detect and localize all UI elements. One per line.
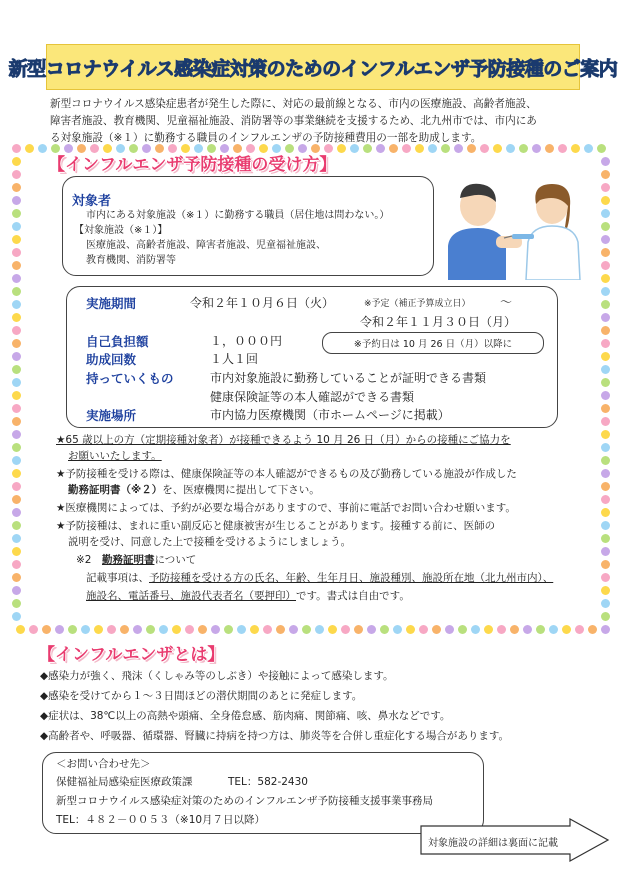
target-title: 対象者 — [72, 194, 112, 209]
frame-dot — [549, 625, 558, 634]
frame-dot — [12, 378, 21, 387]
count-value: １人１回 — [210, 352, 259, 366]
frame-dot — [519, 144, 528, 153]
note-line: 説明を受け、同意した上で接種を受けるようにしましょう。 — [68, 536, 352, 548]
frame-dot — [601, 599, 610, 608]
frame-dot — [467, 144, 476, 153]
frame-dot — [601, 404, 610, 413]
note-text: について — [154, 554, 197, 566]
frame-dot — [55, 625, 64, 634]
frame-dot — [545, 144, 554, 153]
period-start: 令和２年１０月６日（火） — [190, 296, 335, 310]
frame-dot — [597, 144, 606, 153]
contact-dept: 保健福祉局感染症医療政策課 — [56, 776, 193, 788]
frame-dot — [337, 144, 346, 153]
note-underlined: 施設名、電話番号、施設代表者名（要押印） — [86, 590, 296, 602]
note-line — [86, 588, 410, 605]
info-item: ◆高齢者や、呼吸器、循環器、腎臓に持病を持つ方は、肺炎等を合併し重症化する場合があります。 — [40, 730, 510, 742]
frame-dot — [601, 508, 610, 517]
frame-dot — [12, 235, 21, 244]
frame-dot — [12, 365, 21, 374]
frame-dot — [601, 456, 610, 465]
note-text: を、医療機関に提出して下さい。 — [162, 484, 320, 496]
note-line: ★予防接種は、まれに重い副反応と健康被害が生じることがあります。接種する前に、医師の — [56, 520, 496, 532]
place-value: 市内協力医療機関（市ホームページに掲載） — [210, 408, 450, 422]
frame-dot — [601, 482, 610, 491]
bring-label: 持っていくもの — [86, 371, 174, 386]
frame-dot — [185, 625, 194, 634]
note-line — [68, 482, 320, 499]
frame-dot — [363, 144, 372, 153]
frame-dot — [601, 222, 610, 231]
frame-dot — [575, 625, 584, 634]
frame-dot — [601, 443, 610, 452]
frame-dot — [601, 495, 610, 504]
frame-dot — [224, 625, 233, 634]
frame-dot — [354, 625, 363, 634]
frame-dot — [12, 248, 21, 257]
target-line: 【対象施設（※１）】 — [74, 225, 168, 236]
frame-dot — [12, 521, 21, 530]
frame-dot — [81, 625, 90, 634]
frame-dot — [12, 144, 21, 153]
frame-dot — [601, 313, 610, 322]
frame-dot — [25, 144, 34, 153]
frame-dot — [571, 144, 580, 153]
frame-dot — [172, 625, 181, 634]
intro-line: 新型コロナウイルス感染症患者が発生した際に、対応の最前線となる、市内の医療施設、高齢者施設、 — [50, 98, 537, 110]
frame-dot — [38, 144, 47, 153]
frame-dot — [12, 573, 21, 582]
bring-value: 健康保険証等の本人確認ができる書類 — [210, 390, 415, 404]
frame-dot — [341, 625, 350, 634]
frame-dot — [536, 625, 545, 634]
frame-dot — [12, 456, 21, 465]
contact-office-tel: TEL：４８２－００５３（※10月７日以降） — [56, 814, 266, 826]
frame-dot — [315, 625, 324, 634]
note-line: お願いいたします。 — [68, 450, 162, 462]
frame-dot — [276, 625, 285, 634]
target-line: 市内にある対象施設（※１）に勤務する職員（居住地は問わない。） — [86, 210, 390, 221]
frame-dot — [328, 625, 337, 634]
period-note: ※予定（補正予算成立日） — [364, 299, 471, 309]
frame-dot — [12, 183, 21, 192]
period-label: 実施期間 — [86, 296, 137, 311]
frame-dot — [12, 586, 21, 595]
frame-dot — [42, 625, 51, 634]
frame-dot — [12, 469, 21, 478]
frame-dot — [601, 352, 610, 361]
frame-dot — [211, 625, 220, 634]
frame-dot — [601, 339, 610, 348]
frame-dot — [601, 326, 610, 335]
frame-dot — [601, 417, 610, 426]
frame-dot — [376, 144, 385, 153]
frame-dot — [601, 157, 610, 166]
frame-dot — [588, 625, 597, 634]
frame-dot — [302, 625, 311, 634]
frame-dot — [432, 625, 441, 634]
note-line: ★65 歳以上の方（定期接種対象者）が接種できるよう 10 月 26 日（月）からの接種にご協力を — [56, 434, 511, 446]
frame-dot — [12, 560, 21, 569]
frame-dot — [428, 144, 437, 153]
frame-dot — [601, 170, 610, 179]
frame-dot — [12, 209, 21, 218]
frame-dot — [198, 625, 207, 634]
note-line — [86, 570, 553, 587]
note-text: です。書式は自由です。 — [296, 590, 410, 602]
frame-dot — [415, 144, 424, 153]
frame-dot — [12, 599, 21, 608]
frame-dot — [601, 547, 610, 556]
frame-dot — [562, 625, 571, 634]
contact-dept-tel: TEL：582-2430 — [228, 776, 308, 788]
frame-dot — [601, 625, 610, 634]
target-line: 医療施設、高齢者施設、障害者施設、児童福祉施設、 — [86, 240, 326, 251]
frame-dot — [389, 144, 398, 153]
frame-dot — [12, 404, 21, 413]
note-line — [76, 552, 196, 569]
frame-dot — [133, 625, 142, 634]
frame-dot — [402, 144, 411, 153]
frame-dot — [601, 274, 610, 283]
intro-paragraph — [50, 96, 580, 147]
frame-dot — [601, 430, 610, 439]
intro-line: 障害者施設、教育機関、児童福祉施設、消防署等の事業継続を支援するため、北九州市では、市内にあ — [50, 115, 537, 127]
frame-dot — [471, 625, 480, 634]
frame-dot — [12, 222, 21, 231]
frame-dot — [510, 625, 519, 634]
frame-dot — [601, 391, 610, 400]
frame-dot — [601, 261, 610, 270]
frame-dot — [12, 274, 21, 283]
frame-dot — [601, 287, 610, 296]
frame-dot — [12, 612, 21, 621]
frame-dot — [12, 326, 21, 335]
frame-dot — [29, 625, 38, 634]
frame-dot — [601, 378, 610, 387]
frame-dot — [12, 417, 21, 426]
frame-dot — [12, 313, 21, 322]
note-bold: 勤務証明書（※２） — [68, 484, 163, 496]
frame-dot — [506, 144, 515, 153]
frame-dot — [601, 534, 610, 543]
frame-dot — [480, 144, 489, 153]
back-side-note: 対象施設の詳細は裏面に記載 — [428, 838, 558, 849]
frame-dot — [12, 339, 21, 348]
frame-dot — [12, 287, 21, 296]
note-mark: ※2 — [76, 554, 92, 566]
note-underlined: 予防接種を受ける方の氏名、年齢、生年月日、施設種別、施設所在地（北九州市内）、 — [149, 572, 554, 584]
frame-dot — [441, 144, 450, 153]
frame-dot — [601, 248, 610, 257]
frame-dot — [350, 144, 359, 153]
bring-value: 市内対象施設に勤務していることが証明できる書類 — [210, 371, 487, 385]
frame-dot — [601, 560, 610, 569]
frame-dot — [445, 625, 454, 634]
frame-dot — [558, 144, 567, 153]
frame-dot — [12, 534, 21, 543]
info-item: ◆感染を受けてから１～３日間ほどの潜伏期間のあとに発症します。 — [40, 690, 363, 702]
frame-dot — [458, 625, 467, 634]
frame-dot — [601, 586, 610, 595]
target-line: 教育機関、消防署等 — [86, 255, 176, 266]
info-item: ◆症状は、38℃以上の高熱や頭痛、全身倦怠感、筋肉痛、関節痛、咳、鼻水などです。 — [40, 710, 451, 722]
frame-dot — [16, 625, 25, 634]
frame-dot — [68, 625, 77, 634]
frame-dot — [12, 196, 21, 205]
contact-header: ＜お問い合わせ先＞ — [56, 758, 151, 770]
frame-dot — [12, 300, 21, 309]
frame-dot — [12, 352, 21, 361]
frame-dot — [601, 196, 610, 205]
info-item: ◆感染力が強く、飛沫（くしゃみ等のしぶき）や接触によって感染します。 — [40, 670, 394, 682]
frame-dot — [12, 391, 21, 400]
period-tilde: ～ — [500, 295, 513, 309]
fee-value: １，０００円 — [210, 334, 283, 348]
note-line: ★予防接種を受ける際は、健康保険証等の本人確認ができるもの及び勤務している施設が作成した — [56, 468, 517, 480]
frame-dot — [367, 625, 376, 634]
frame-dot — [601, 469, 610, 478]
section-heading-text: インフルエンザとは — [55, 645, 208, 665]
frame-dot — [12, 170, 21, 179]
frame-dot — [601, 573, 610, 582]
contact-office: 新型コロナウイルス感染症対策のためのインフルエンザ予防接種支援事業事務局 — [56, 795, 433, 807]
frame-dot — [120, 625, 129, 634]
section-heading-text: インフルエンザ予防接種の受け方 — [65, 155, 320, 175]
note-text: 記載事項は、 — [86, 572, 149, 584]
frame-dot — [94, 625, 103, 634]
frame-dot — [237, 625, 246, 634]
frame-dot — [12, 443, 21, 452]
frame-dot — [12, 482, 21, 491]
frame-dot — [12, 430, 21, 439]
frame-dot — [393, 625, 402, 634]
frame-dot — [12, 547, 21, 556]
frame-dot — [12, 261, 21, 270]
frame-dot — [601, 300, 610, 309]
frame-dot — [584, 144, 593, 153]
intro-line: る対象施設（※１）に勤務する職員のインフルエンザの予防接種費用の一部を助成します。 — [50, 132, 482, 144]
frame-dot — [601, 183, 610, 192]
frame-dot — [523, 625, 532, 634]
frame-dot — [419, 625, 428, 634]
page-title: 新型コロナウイルス感染症対策のためのインフルエンザ予防接種のご案内 — [8, 57, 618, 80]
frame-dot — [146, 625, 155, 634]
frame-dot — [380, 625, 389, 634]
title-banner — [8, 44, 618, 90]
frame-dot — [289, 625, 298, 634]
count-label: 助成回数 — [86, 352, 137, 367]
place-label: 実施場所 — [86, 408, 137, 423]
section-heading-about: 【インフルエンザとは】 — [38, 645, 225, 665]
frame-dot — [12, 495, 21, 504]
frame-dot — [601, 521, 610, 530]
frame-dot — [493, 144, 502, 153]
frame-dot — [159, 625, 168, 634]
frame-dot — [497, 625, 506, 634]
frame-dot — [406, 625, 415, 634]
note-bold: 勤務証明書 — [101, 554, 155, 566]
fee-label: 自己負担額 — [86, 334, 149, 349]
frame-dot — [12, 157, 21, 166]
frame-dot — [250, 625, 259, 634]
frame-dot — [532, 144, 541, 153]
vaccination-illustration — [440, 176, 590, 280]
note-line: ★医療機関によっては、予約が必要な場合がありますので、事前に電話でお問い合わせ願います。 — [56, 502, 516, 514]
reservation-note: ※予約日は 10 月 26 日（月）以降に — [322, 332, 544, 354]
frame-dot — [601, 612, 610, 621]
frame-dot — [601, 235, 610, 244]
frame-dot — [263, 625, 272, 634]
frame-dot — [12, 508, 21, 517]
frame-dot — [484, 625, 493, 634]
frame-dot — [107, 625, 116, 634]
frame-dot — [601, 209, 610, 218]
frame-dot — [454, 144, 463, 153]
section-heading-how-to: 【インフルエンザ予防接種の受け方】 — [48, 155, 337, 175]
frame-dot — [601, 365, 610, 374]
period-end: 令和２年１１月３０日（月） — [360, 315, 517, 329]
